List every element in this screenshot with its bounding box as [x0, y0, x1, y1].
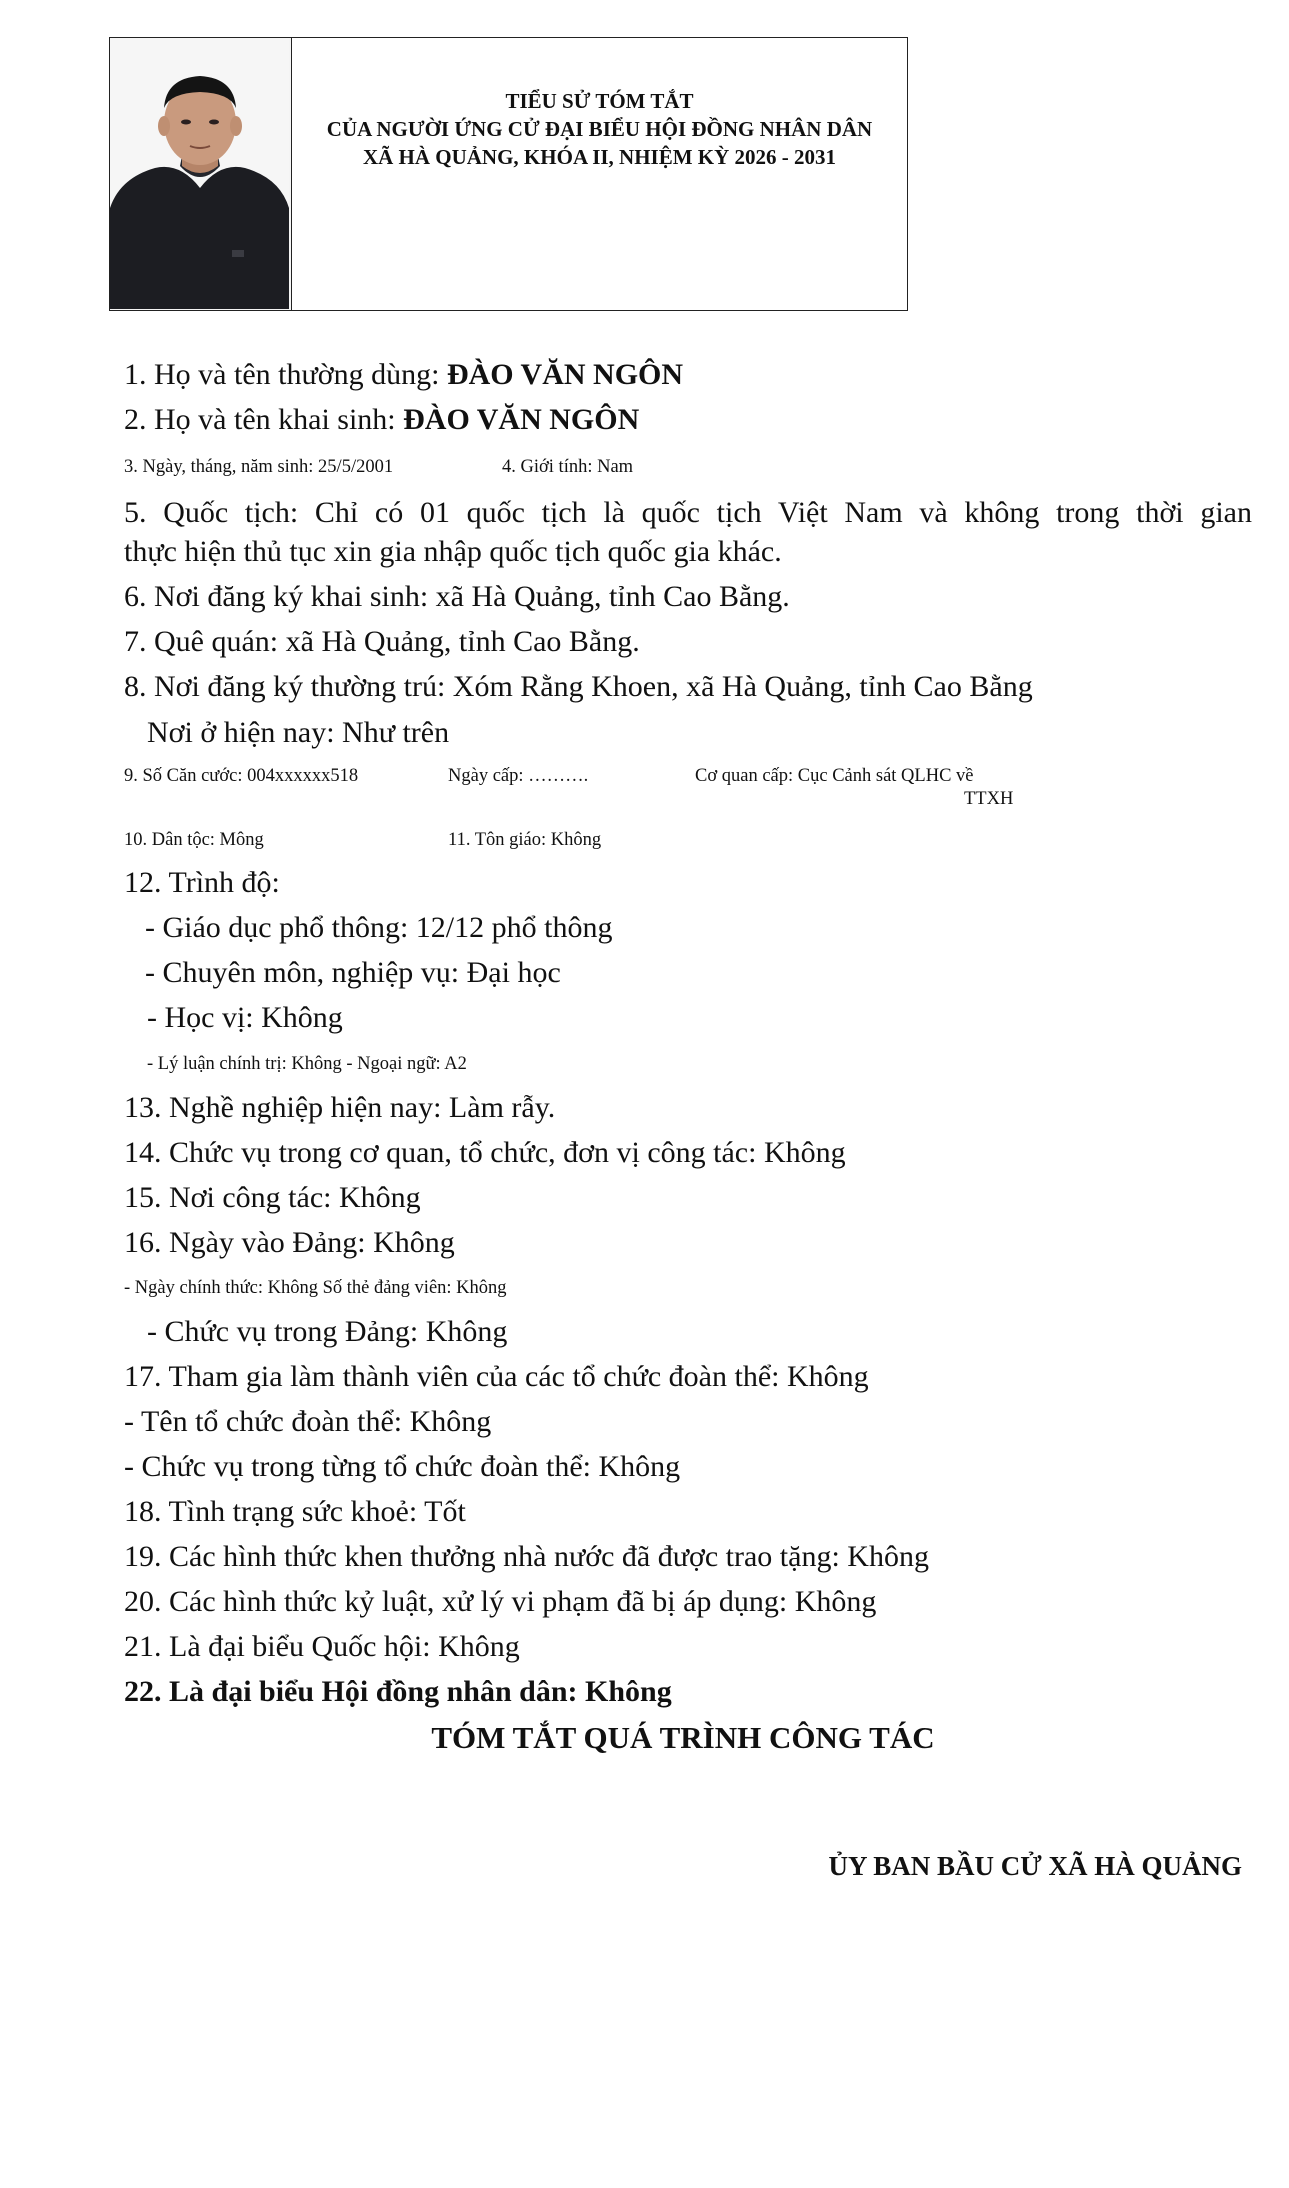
item-12-politics-language: - Lý luận chính trị: Không - Ngoại ngữ: A2 — [147, 1054, 467, 1074]
item-8: 8. Nơi đăng ký thường trú: Xóm Rằng Khoen, xã Hà Quảng, tỉnh Cao Bằng — [124, 670, 1033, 703]
item-17: 17. Tham gia làm thành viên của các tổ chức đoàn thể: Không — [124, 1360, 869, 1393]
item-16: 16. Ngày vào Đảng: Không — [124, 1226, 455, 1259]
candidate-photo — [110, 38, 292, 310]
item-12-general-education: - Giáo dục phổ thông: 12/12 phổ thông — [145, 911, 613, 944]
item-3: 3. Ngày, tháng, năm sinh: 25/5/2001 — [124, 457, 394, 477]
item-1 — [124, 358, 683, 392]
item-18: 18. Tình trạng sức khoẻ: Tốt — [124, 1495, 466, 1528]
item-17-organization-name: - Tên tổ chức đoàn thể: Không — [124, 1405, 492, 1438]
portrait-image — [110, 38, 289, 309]
item-13: 13. Nghề nghiệp hiện nay: Làm rẫy. — [124, 1091, 556, 1124]
item-14: 14. Chức vụ trong cơ quan, tổ chức, đơn vị công tác: Không — [124, 1136, 846, 1169]
item-10: 10. Dân tộc: Mông — [124, 830, 264, 850]
item-16-official-date: - Ngày chính thức: Không Số thẻ đảng viên: Không — [124, 1278, 507, 1298]
signature-block: ỦY BAN BẦU CỬ XÃ HÀ QUẢNG — [828, 1851, 1242, 1881]
item-1-label: 1. Họ và tên thường dùng: — [124, 358, 447, 391]
item-5-line-1: 5. Quốc tịch: Chỉ có 01 quốc tịch là quốc tịch Việt Nam và không trong thời gian — [124, 496, 1252, 529]
item-12-degree: - Học vị: Không — [147, 1001, 343, 1034]
header-box — [109, 37, 908, 311]
item-15: 15. Nơi công tác: Không — [124, 1181, 421, 1214]
item-2-label: 2. Họ và tên khai sinh: — [124, 403, 404, 436]
item-9-date: Ngày cấp: ………. — [448, 766, 589, 786]
item-19: 19. Các hình thức khen thưởng nhà nước đã được trao tặng: Không — [124, 1540, 929, 1573]
item-9-agency-line-1: Cơ quan cấp: Cục Cảnh sát QLHC về — [695, 766, 974, 786]
document-title — [292, 38, 907, 310]
item-6: 6. Nơi đăng ký khai sinh: xã Hà Quảng, tỉnh Cao Bằng. — [124, 580, 790, 613]
item-5-line-2: thực hiện thủ tục xin gia nhập quốc tịch quốc gia khác. — [124, 535, 782, 568]
item-9-agency-line-2: TTXH — [964, 789, 1014, 809]
item-4: 4. Giới tính: Nam — [502, 457, 634, 477]
item-20: 20. Các hình thức kỷ luật, xử lý vi phạm đã bị áp dụng: Không — [124, 1585, 877, 1618]
title-line-3: XÃ HÀ QUẢNG, KHÓA II, NHIỆM KỲ 2026 - 2031 — [362, 145, 837, 169]
item-2 — [124, 403, 639, 437]
item-9-id: 9. Số Căn cước: 004xxxxxx518 — [124, 766, 359, 786]
item-21: 21. Là đại biểu Quốc hội: Không — [124, 1630, 520, 1663]
title-line-1: TIỂU SỬ TÓM TẮT — [505, 89, 694, 113]
item-1-value: ĐÀO VĂN NGÔN — [446, 358, 684, 391]
item-22: 22. Là đại biểu Hội đồng nhân dân: Không — [124, 1675, 672, 1708]
item-7: 7. Quê quán: xã Hà Quảng, tỉnh Cao Bằng. — [124, 625, 640, 658]
item-17-organization-position: - Chức vụ trong từng tổ chức đoàn thể: Không — [124, 1450, 681, 1483]
item-16-party-position: - Chức vụ trong Đảng: Không — [147, 1315, 508, 1348]
item-8-current-residence: Nơi ở hiện nay: Như trên — [147, 716, 450, 749]
item-12-profession: - Chuyên môn, nghiệp vụ: Đại học — [145, 956, 561, 989]
item-2-value: ĐÀO VĂN NGÔN — [403, 403, 640, 436]
item-12: 12. Trình độ: — [124, 866, 280, 899]
title-line-2: CỦA NGƯỜI ỨNG CỬ ĐẠI BIỂU HỘI ĐỒNG NHÂN DÂN — [326, 117, 873, 141]
section-title: TÓM TẮT QUÁ TRÌNH CÔNG TÁC — [431, 1720, 935, 1755]
item-11: 11. Tôn giáo: Không — [448, 830, 602, 850]
